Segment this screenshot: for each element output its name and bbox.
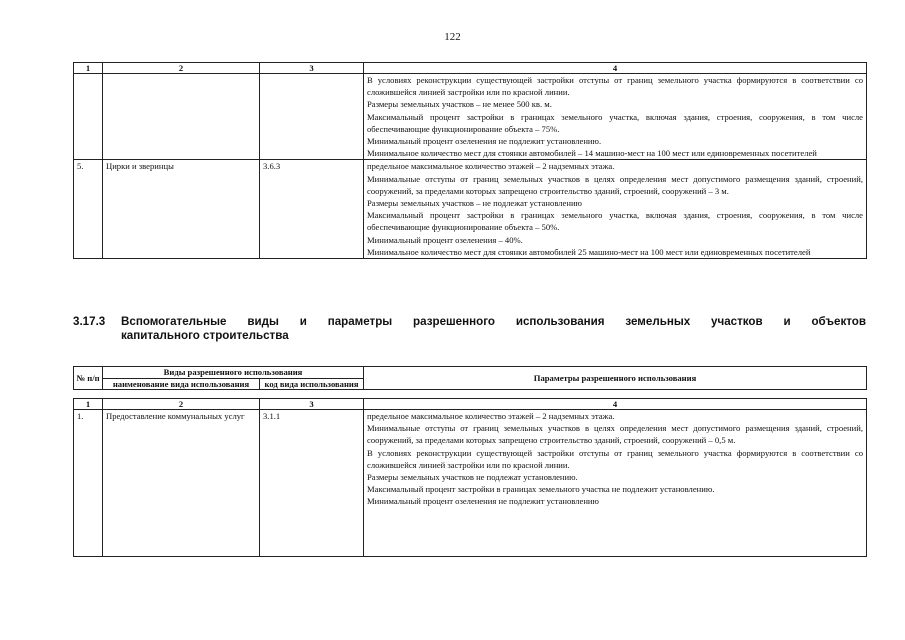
parameters-cell xyxy=(364,410,867,557)
section-title-line1: Вспомогательные виды и параметры разрешенного использования земельных участков и объектов xyxy=(121,315,866,328)
row-number: 5. xyxy=(74,160,103,259)
table-row xyxy=(74,160,867,259)
section-heading xyxy=(73,315,866,343)
parameter-text: Максимальный процент застройки в границах земельного участка не подлежит установлению. xyxy=(367,484,715,495)
row-number xyxy=(74,74,103,160)
column-number: 1 xyxy=(74,63,103,74)
auxiliary-uses-table xyxy=(73,366,867,557)
parameter-text: В условиях реконструкции существующей застройки отступы от границ земельного участка формируются в соответствии со сложившейся линией застройки или по красной линии. xyxy=(367,75,863,98)
parameter-text: Максимальный процент застройки в границах земельного участка, включая здания, строения, сооружения, в том числе обеспечивающие функционирование объекта – 50%. xyxy=(367,210,863,233)
use-type-name: Цирки и зверинцы xyxy=(103,160,260,259)
parameter-text: предельное максимальное количество этажей – 2 надземных этажа. xyxy=(367,161,615,172)
header-spacer xyxy=(74,390,867,399)
header-params: Параметры разрешенного использования xyxy=(364,367,867,390)
header-row xyxy=(74,367,867,379)
page-number: 122 xyxy=(444,31,461,43)
column-number: 3 xyxy=(260,399,364,410)
use-type-name: Предоставление коммунальных услуг xyxy=(103,410,260,557)
parameter-text: Размеры земельных участков – не подлежат установлению xyxy=(367,198,582,209)
header-name: наименование вида использования xyxy=(103,378,260,390)
parameter-text: предельное максимальное количество этажей – 2 надземных этажа. xyxy=(367,411,615,421)
column-number-row xyxy=(74,63,867,74)
header-code: код вида использования xyxy=(260,378,364,390)
row-number: 1. xyxy=(74,410,103,557)
parameter-text: Размеры земельных участков не подлежат установлению. xyxy=(367,472,578,483)
column-number: 3 xyxy=(260,63,364,74)
header-group: Виды разрешенного использования xyxy=(103,367,364,379)
parameter-text: Минимальное количество мест для стоянки автомобилей 25 машино-мест на 100 мест или единовременных посетителей xyxy=(367,246,811,257)
column-number: 2 xyxy=(103,399,260,410)
use-type-code: 3.6.3 xyxy=(260,160,364,259)
parameters-cell xyxy=(364,74,867,160)
continuation-table xyxy=(73,62,867,259)
use-type-name xyxy=(103,74,260,160)
column-number: 2 xyxy=(103,63,260,74)
table-row xyxy=(74,74,867,160)
column-number: 4 xyxy=(364,63,867,74)
parameter-text: Минимальные отступы от границ земельных участков в целях определения мест допустимого размещения зданий, строений, сооружений, за пределами которых запрещено строительство зданий, строений, сооружений – 3 м. xyxy=(367,173,863,196)
parameter-text: Минимальное количество мест для стоянки автомобилей – 14 машино-мест на 100 мест или единовременных посетителей xyxy=(367,148,817,159)
column-number: 4 xyxy=(364,399,867,410)
parameters-cell xyxy=(364,160,867,259)
header-num: № п/п xyxy=(74,367,103,390)
parameter-text: В условиях реконструкции существующей застройки отступы от границ земельного участка формируются в соответствии со сложившейся линией застройки или по красной линии. xyxy=(367,447,864,470)
use-type-code: 3.1.1 xyxy=(260,410,364,557)
table-row xyxy=(74,410,867,557)
parameter-text: Размеры земельных участков – не менее 500 кв. м. xyxy=(367,99,552,110)
column-number: 1 xyxy=(74,399,103,410)
use-type-code xyxy=(260,74,364,160)
section-number: 3.17.3 xyxy=(73,315,106,328)
section-title-line2: капитального строительства xyxy=(121,329,289,342)
parameter-text: Максимальный процент застройки в границах земельного участка, включая здания, строения, сооружения, в том числе обеспечивающие функционирование объекта – 75%. xyxy=(367,111,863,134)
parameter-text: Минимальные отступы от границ земельных участков в целях определения мест допустимого размещения зданий, строений, сооружений, за пределами которых запрещено строительство зданий, строений, сооружений – 0,5 м. xyxy=(367,423,864,446)
column-number-row xyxy=(74,399,867,410)
parameter-text: Минимальный процент озеленения не подлежит установлению xyxy=(367,496,599,507)
parameter-text: Минимальный процент озеленения не подлежит установлению. xyxy=(367,136,602,147)
parameter-text: Минимальный процент озеленения – 40%. xyxy=(367,234,523,245)
